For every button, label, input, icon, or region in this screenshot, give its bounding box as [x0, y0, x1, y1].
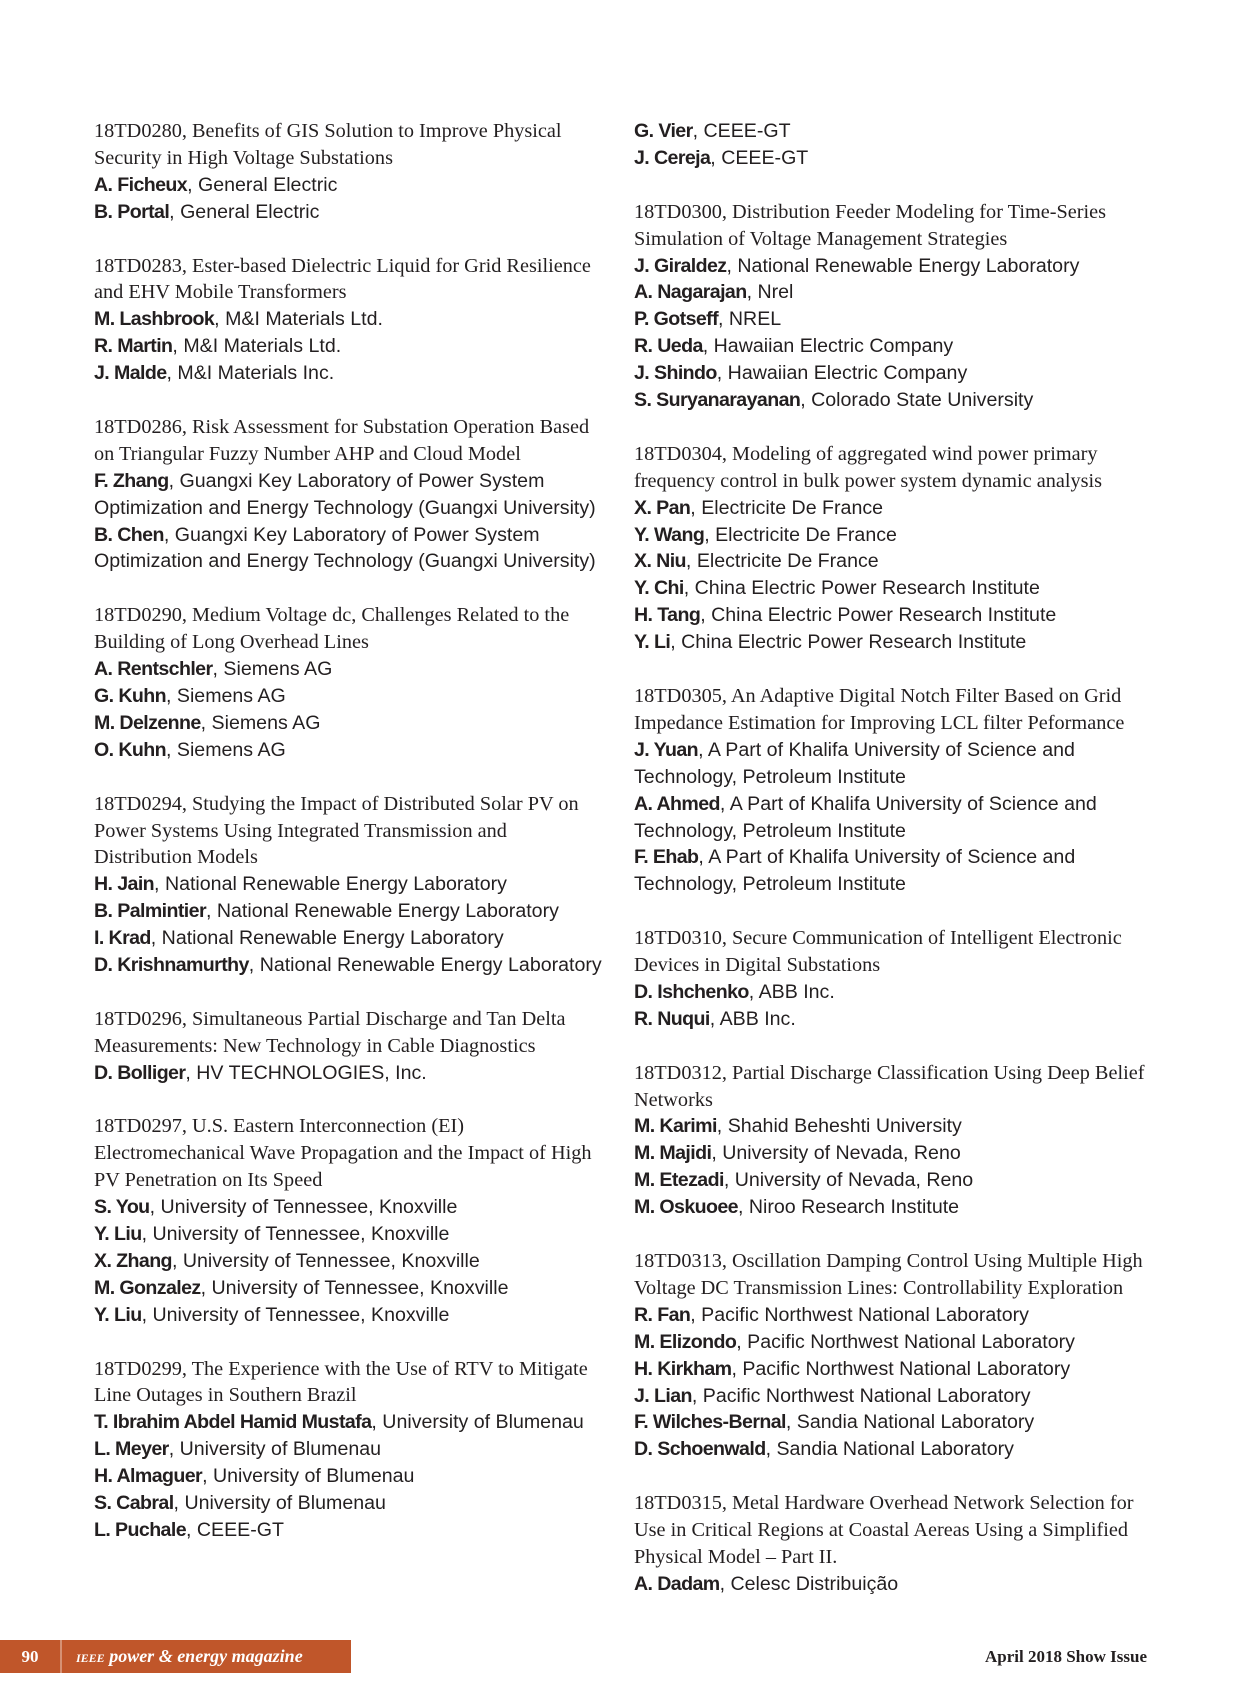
- author-line: M. Oskuoee, Niroo Research Institute: [634, 1196, 960, 1219]
- author-line: X. Pan, Electricite De France: [634, 496, 884, 519]
- author-name: M. Oskuoee: [634, 1196, 738, 1219]
- author-line: A. Ahmed, A Part of Khalifa University of Science and Technology, Petroleum Institute: [634, 792, 1097, 842]
- paper-entry: [94, 1356, 610, 1544]
- paper-entry: [634, 1248, 1154, 1463]
- page-number: 90: [21, 1646, 39, 1666]
- author-affiliation: Siemens AG: [211, 711, 321, 734]
- author-line: M. Gonzalez, University of Tennessee, Knoxville: [94, 1276, 509, 1299]
- paper-title: 18TD0286, Risk Assessment for Substation Operation Based on Triangular Fuzzy Number AHP and Cloud Model: [94, 415, 590, 465]
- author-affiliation: Siemens AG: [176, 738, 286, 761]
- author-name: T. Ibrahim Abdel Hamid Mustafa: [94, 1411, 372, 1434]
- author-affiliation: CEEE-GT: [703, 120, 791, 142]
- paper-title: 18TD0312, Partial Discharge Classification Using Deep Belief Networks: [634, 1061, 1145, 1111]
- right-column: [634, 118, 1154, 1625]
- author-name: Y. Liu: [94, 1303, 142, 1326]
- author-affiliation: Colorado State University: [811, 389, 1034, 412]
- author-affiliation: Shahid Beheshti University: [727, 1115, 962, 1138]
- author-name: B. Chen: [94, 523, 164, 546]
- author-affiliation: University of Tennessee, Knoxville: [211, 1276, 509, 1299]
- paper-entry: [634, 683, 1154, 898]
- author-line: J. Yuan, A Part of Khalifa University of Science and Technology, Petroleum Institute: [634, 738, 1075, 788]
- author-name: M. Elizondo: [634, 1330, 737, 1353]
- author-affiliation: CEEE-GT: [721, 146, 809, 169]
- author-affiliation: General Electric: [180, 200, 320, 223]
- paper-title: 18TD0294, Studying the Impact of Distributed Solar PV on Power Systems Using Integrated Transmission and Distribution Models: [94, 792, 579, 869]
- author-affiliation: University of Tennessee, Knoxville: [182, 1249, 480, 1272]
- author-line: L. Meyer, University of Blumenau: [94, 1438, 382, 1461]
- author-affiliation: University of Blumenau: [184, 1492, 386, 1515]
- author-name: F. Zhang: [94, 469, 169, 492]
- author-name: D. Bolliger: [94, 1061, 186, 1084]
- paper-entry: [94, 1113, 610, 1328]
- author-line: R. Nuqui, ABB Inc.: [634, 1007, 796, 1030]
- magazine-name: [76, 1646, 303, 1667]
- author-line: G. Vier, CEEE-GT: [634, 120, 791, 142]
- author-name: D. Krishnamurthy: [94, 954, 249, 977]
- author-line: H. Jain, National Renewable Energy Laboratory: [94, 873, 507, 896]
- paper-title: 18TD0297, U.S. Eastern Interconnection (EI) Electromechanical Wave Propagation and the Impact of High PV Penetration on Its Speed: [94, 1115, 592, 1192]
- author-line: D. Krishnamurthy, National Renewable Energy Laboratory: [94, 954, 602, 977]
- author-name: M. Karimi: [634, 1115, 717, 1138]
- author-line: H. Almaguer, University of Blumenau: [94, 1465, 415, 1488]
- author-affiliation: Sandia National Laboratory: [776, 1438, 1014, 1461]
- author-affiliation: National Renewable Energy Laboratory: [737, 254, 1080, 277]
- author-line: H. Tang, China Electric Power Research Institute: [634, 604, 1057, 627]
- author-name: R. Martin: [94, 335, 173, 358]
- author-affiliation: M&I Materials Ltd.: [225, 308, 383, 331]
- author-name: F. Wilches-Bernal: [634, 1411, 786, 1434]
- author-name: D. Schoenwald: [634, 1438, 766, 1461]
- author-name: I. Krad: [94, 927, 151, 950]
- author-line: A. Ficheux, General Electric: [94, 173, 338, 196]
- author-affiliation: Celesc Distribuição: [730, 1572, 899, 1595]
- author-affiliation: National Renewable Energy Laboratory: [216, 900, 559, 923]
- author-affiliation: ABB Inc.: [758, 980, 835, 1003]
- author-name: R. Nuqui: [634, 1007, 710, 1030]
- author-line: J. Lian, Pacific Northwest National Laboratory: [634, 1384, 1031, 1407]
- author-affiliation: China Electric Power Research Institute: [681, 631, 1027, 654]
- author-affiliation: Hawaiian Electric Company: [727, 362, 968, 385]
- author-line: Y. Chi, China Electric Power Research Institute: [634, 577, 1040, 600]
- author-affiliation: University of Blumenau: [382, 1411, 584, 1434]
- author-line: Y. Liu, University of Tennessee, Knoxville: [94, 1303, 450, 1326]
- author-affiliation: National Renewable Energy Laboratory: [164, 873, 507, 896]
- author-affiliation: Electricite De France: [715, 523, 897, 546]
- author-affiliation: Sandia National Laboratory: [796, 1411, 1035, 1434]
- author-affiliation: M&I Materials Inc.: [177, 362, 335, 385]
- author-name: S. Cabral: [94, 1492, 174, 1515]
- author-affiliation: Electricite De France: [701, 496, 884, 519]
- author-line: P. Gotseff, NREL: [634, 308, 782, 331]
- paper-title: 18TD0283, Ester-based Dielectric Liquid for Grid Resilience and EHV Mobile Transformers: [94, 254, 591, 304]
- paper-entry: [94, 1006, 610, 1087]
- author-line: F. Ehab, A Part of Khalifa University of Science and Technology, Petroleum Institute: [634, 846, 1076, 896]
- author-line: J. Shindo, Hawaiian Electric Company: [634, 362, 968, 385]
- author-affiliation: ABB Inc.: [719, 1007, 796, 1030]
- author-line: J. Malde, M&I Materials Inc.: [94, 362, 335, 385]
- left-column: [94, 118, 610, 1571]
- author-name: G. Vier: [634, 120, 693, 142]
- author-name: Y. Wang: [634, 523, 705, 546]
- paper-title: 18TD0299, The Experience with the Use of RTV to Mitigate Line Outages in Southern Brazil: [94, 1357, 588, 1407]
- author-affiliation: Niroo Research Institute: [748, 1196, 960, 1219]
- author-line: S. Suryanarayanan, Colorado State University: [634, 389, 1034, 412]
- author-affiliation: Guangxi Key Laboratory of Power System Optimization and Energy Technology (Guangxi University): [94, 469, 596, 519]
- author-line: Y. Wang, Electricite De France: [634, 523, 897, 546]
- author-affiliation: HV TECHNOLOGIES, Inc.: [196, 1061, 427, 1084]
- paper-entry: [634, 441, 1154, 656]
- author-affiliation: Guangxi Key Laboratory of Power System Optimization and Energy Technology (Guangxi University): [94, 523, 596, 573]
- author-line: A. Dadam, Celesc Distribuição: [634, 1572, 899, 1595]
- paper-title: 18TD0280, Benefits of GIS Solution to Improve Physical Security in High Voltage Substations: [94, 120, 562, 169]
- author-affiliation: University of Blumenau: [212, 1465, 415, 1488]
- author-name: J. Malde: [94, 362, 167, 385]
- author-line: L. Puchale, CEEE-GT: [94, 1519, 284, 1542]
- author-name: J. Shindo: [634, 362, 717, 385]
- author-line: X. Zhang, University of Tennessee, Knoxville: [94, 1249, 480, 1272]
- paper-entry: [634, 1490, 1154, 1598]
- author-name: J. Yuan: [634, 738, 699, 761]
- author-affiliation: Siemens AG: [176, 684, 286, 707]
- author-name: R. Ueda: [634, 335, 703, 358]
- author-name: M. Delzenne: [94, 711, 201, 734]
- author-affiliation: China Electric Power Research Institute: [694, 577, 1040, 600]
- author-name: X. Niu: [634, 550, 686, 573]
- author-line: F. Wilches-Bernal, Sandia National Laboratory: [634, 1411, 1035, 1434]
- author-line: R. Ueda, Hawaiian Electric Company: [634, 335, 954, 358]
- author-affiliation: Pacific Northwest National Laboratory: [701, 1303, 1029, 1326]
- author-name: S. Suryanarayanan: [634, 389, 801, 412]
- author-name: M. Gonzalez: [94, 1276, 201, 1299]
- author-affiliation: M&I Materials Ltd.: [183, 335, 342, 358]
- author-name: B. Portal: [94, 200, 170, 223]
- footer-divider: [60, 1640, 62, 1673]
- author-name: J. Cereja: [634, 146, 711, 169]
- author-name: A. Rentschler: [94, 658, 213, 681]
- author-line: T. Ibrahim Abdel Hamid Mustafa, University of Blumenau: [94, 1411, 584, 1434]
- author-affiliation: Electricite De France: [696, 550, 879, 573]
- paper-entry: [634, 1060, 1154, 1221]
- paper-entry: [94, 602, 610, 763]
- author-line: D. Schoenwald, Sandia National Laboratory: [634, 1438, 1014, 1461]
- author-line: A. Nagarajan, Nrel: [634, 281, 794, 304]
- author-affiliation: University of Tennessee, Knoxville: [160, 1196, 458, 1219]
- paper-title: 18TD0305, An Adaptive Digital Notch Filter Based on Grid Impedance Estimation for Improving LCL filter Peformance: [634, 684, 1125, 734]
- author-name: L. Puchale: [94, 1519, 186, 1542]
- author-line: M. Karimi, Shahid Beheshti University: [634, 1115, 962, 1138]
- magazine-title: power & energy magazine: [109, 1646, 303, 1666]
- issue-label: April 2018 Show Issue: [984, 1647, 1147, 1666]
- paper-title: 18TD0315, Metal Hardware Overhead Network Selection for Use in Critical Regions at Coastal Aereas Using a Simplified Physical Model – Part II.: [634, 1492, 1134, 1568]
- author-name: D. Ishchenko: [634, 980, 749, 1003]
- author-name: J. Lian: [634, 1384, 692, 1407]
- author-line: B. Chen, Guangxi Key Laboratory of Power System Optimization and Energy Technology (Guangxi University): [94, 523, 596, 573]
- author-name: M. Lashbrook: [94, 308, 215, 331]
- author-line: M. Lashbrook, M&I Materials Ltd.: [94, 308, 383, 331]
- author-line: M. Elizondo, Pacific Northwest National Laboratory: [634, 1330, 1075, 1353]
- author-line: X. Niu, Electricite De France: [634, 550, 879, 573]
- author-affiliation: Pacific Northwest National Laboratory: [702, 1384, 1031, 1407]
- author-name: Y. Chi: [634, 577, 684, 600]
- author-name: A. Nagarajan: [634, 281, 747, 304]
- author-line: B. Palmintier, National Renewable Energy Laboratory: [94, 900, 559, 923]
- author-name: L. Meyer: [94, 1438, 169, 1461]
- author-affiliation: Nrel: [757, 281, 794, 304]
- author-name: J. Giraldez: [634, 254, 727, 277]
- author-affiliation: University of Tennessee, Knoxville: [152, 1223, 450, 1246]
- author-name: Y. Li: [634, 631, 671, 654]
- paper-title: 18TD0313, Oscillation Damping Control Using Multiple High Voltage DC Transmission Lines: Controllability Exploration: [634, 1249, 1143, 1299]
- author-name: A. Ahmed: [634, 792, 720, 815]
- author-line: A. Rentschler, Siemens AG: [94, 658, 333, 681]
- paper-entry: [94, 791, 610, 979]
- author-affiliation: NREL: [728, 308, 782, 331]
- author-line: S. You, University of Tennessee, Knoxville: [94, 1196, 458, 1219]
- paper-title: 18TD0304, Modeling of aggregated wind power primary frequency control in bulk power system dynamic analysis: [634, 442, 1103, 492]
- author-name: R. Fan: [634, 1303, 691, 1326]
- author-line: D. Ishchenko, ABB Inc.: [634, 980, 835, 1003]
- author-name: H. Almaguer: [94, 1465, 203, 1488]
- author-affiliation: Pacific Northwest National Laboratory: [742, 1357, 1071, 1380]
- author-name: F. Ehab: [634, 846, 699, 869]
- footer-band: [0, 1640, 351, 1673]
- author-name: X. Zhang: [94, 1249, 172, 1272]
- author-line: Y. Liu, University of Tennessee, Knoxville: [94, 1223, 450, 1246]
- author-name: A. Dadam: [634, 1572, 720, 1595]
- author-name: H. Tang: [634, 604, 701, 627]
- paper-entry: [94, 118, 610, 226]
- paper-title: 18TD0300, Distribution Feeder Modeling for Time-Series Simulation of Voltage Management Strategies: [634, 200, 1107, 250]
- author-line: R. Martin, M&I Materials Ltd.: [94, 335, 342, 358]
- author-line: M. Etezadi, University of Nevada, Reno: [634, 1169, 974, 1192]
- author-line: H. Kirkham, Pacific Northwest National Laboratory: [634, 1357, 1071, 1380]
- author-affiliation: A Part of Khalifa University of Science and Technology, Petroleum Institute: [634, 792, 1097, 842]
- author-affiliation: Hawaiian Electric Company: [713, 335, 954, 358]
- author-affiliation: Siemens AG: [223, 658, 333, 681]
- author-affiliation: National Renewable Energy Laboratory: [259, 954, 602, 977]
- magazine-prefix: IEEE: [76, 1651, 105, 1665]
- author-affiliation: CEEE-GT: [196, 1519, 284, 1542]
- author-line: J. Cereja, CEEE-GT: [634, 146, 809, 169]
- author-affiliation: China Electric Power Research Institute: [711, 604, 1057, 627]
- author-line: S. Cabral, University of Blumenau: [94, 1492, 386, 1515]
- paper-title: 18TD0296, Simultaneous Partial Discharge and Tan Delta Measurements: New Technology in Cable Diagnostics: [94, 1007, 566, 1057]
- author-affiliation: General Electric: [197, 173, 338, 196]
- paper-entry: [94, 253, 610, 388]
- author-affiliation: A Part of Khalifa University of Science and Technology, Petroleum Institute: [634, 846, 1076, 896]
- author-affiliation: Pacific Northwest National Laboratory: [747, 1330, 1075, 1353]
- author-name: A. Ficheux: [94, 173, 188, 196]
- author-affiliation: University of Nevada, Reno: [722, 1142, 961, 1165]
- author-line: D. Bolliger, HV TECHNOLOGIES, Inc.: [94, 1061, 427, 1084]
- author-affiliation: National Renewable Energy Laboratory: [161, 927, 504, 950]
- author-name: Y. Liu: [94, 1223, 142, 1246]
- author-name: H. Jain: [94, 873, 155, 896]
- paper-entry-continued: [634, 118, 1154, 172]
- author-line: O. Kuhn, Siemens AG: [94, 738, 286, 761]
- author-name: M. Majidi: [634, 1142, 712, 1165]
- author-line: I. Krad, National Renewable Energy Laboratory: [94, 927, 504, 950]
- author-line: G. Kuhn, Siemens AG: [94, 684, 286, 707]
- author-name: O. Kuhn: [94, 738, 166, 761]
- author-line: F. Zhang, Guangxi Key Laboratory of Power System Optimization and Energy Technology (Guangxi University): [94, 469, 596, 519]
- author-affiliation: University of Tennessee, Knoxville: [152, 1303, 450, 1326]
- paper-entry: [634, 925, 1154, 1033]
- author-name: G. Kuhn: [94, 684, 166, 707]
- author-name: H. Kirkham: [634, 1357, 732, 1380]
- paper-title: 18TD0290, Medium Voltage dc, Challenges Related to the Building of Long Overhead Lines: [94, 604, 570, 654]
- author-line: J. Giraldez, National Renewable Energy Laboratory: [634, 254, 1080, 277]
- author-name: B. Palmintier: [94, 900, 206, 923]
- author-line: M. Delzenne, Siemens AG: [94, 711, 321, 734]
- paper-title: 18TD0310, Secure Communication of Intelligent Electronic Devices in Digital Substations: [634, 927, 1122, 977]
- author-affiliation: A Part of Khalifa University of Science and Technology, Petroleum Institute: [634, 738, 1075, 788]
- author-line: M. Majidi, University of Nevada, Reno: [634, 1142, 961, 1165]
- author-name: M. Etezadi: [634, 1169, 724, 1192]
- author-affiliation: University of Blumenau: [179, 1438, 382, 1461]
- author-line: B. Portal, General Electric: [94, 200, 320, 223]
- author-affiliation: University of Nevada, Reno: [734, 1169, 974, 1192]
- author-line: R. Fan, Pacific Northwest National Laboratory: [634, 1303, 1029, 1326]
- paper-entry: [94, 414, 610, 575]
- paper-entry: [634, 199, 1154, 414]
- author-name: S. You: [94, 1196, 150, 1219]
- author-name: X. Pan: [634, 496, 691, 519]
- author-name: P. Gotseff: [634, 308, 719, 331]
- author-line: Y. Li, China Electric Power Research Institute: [634, 631, 1027, 654]
